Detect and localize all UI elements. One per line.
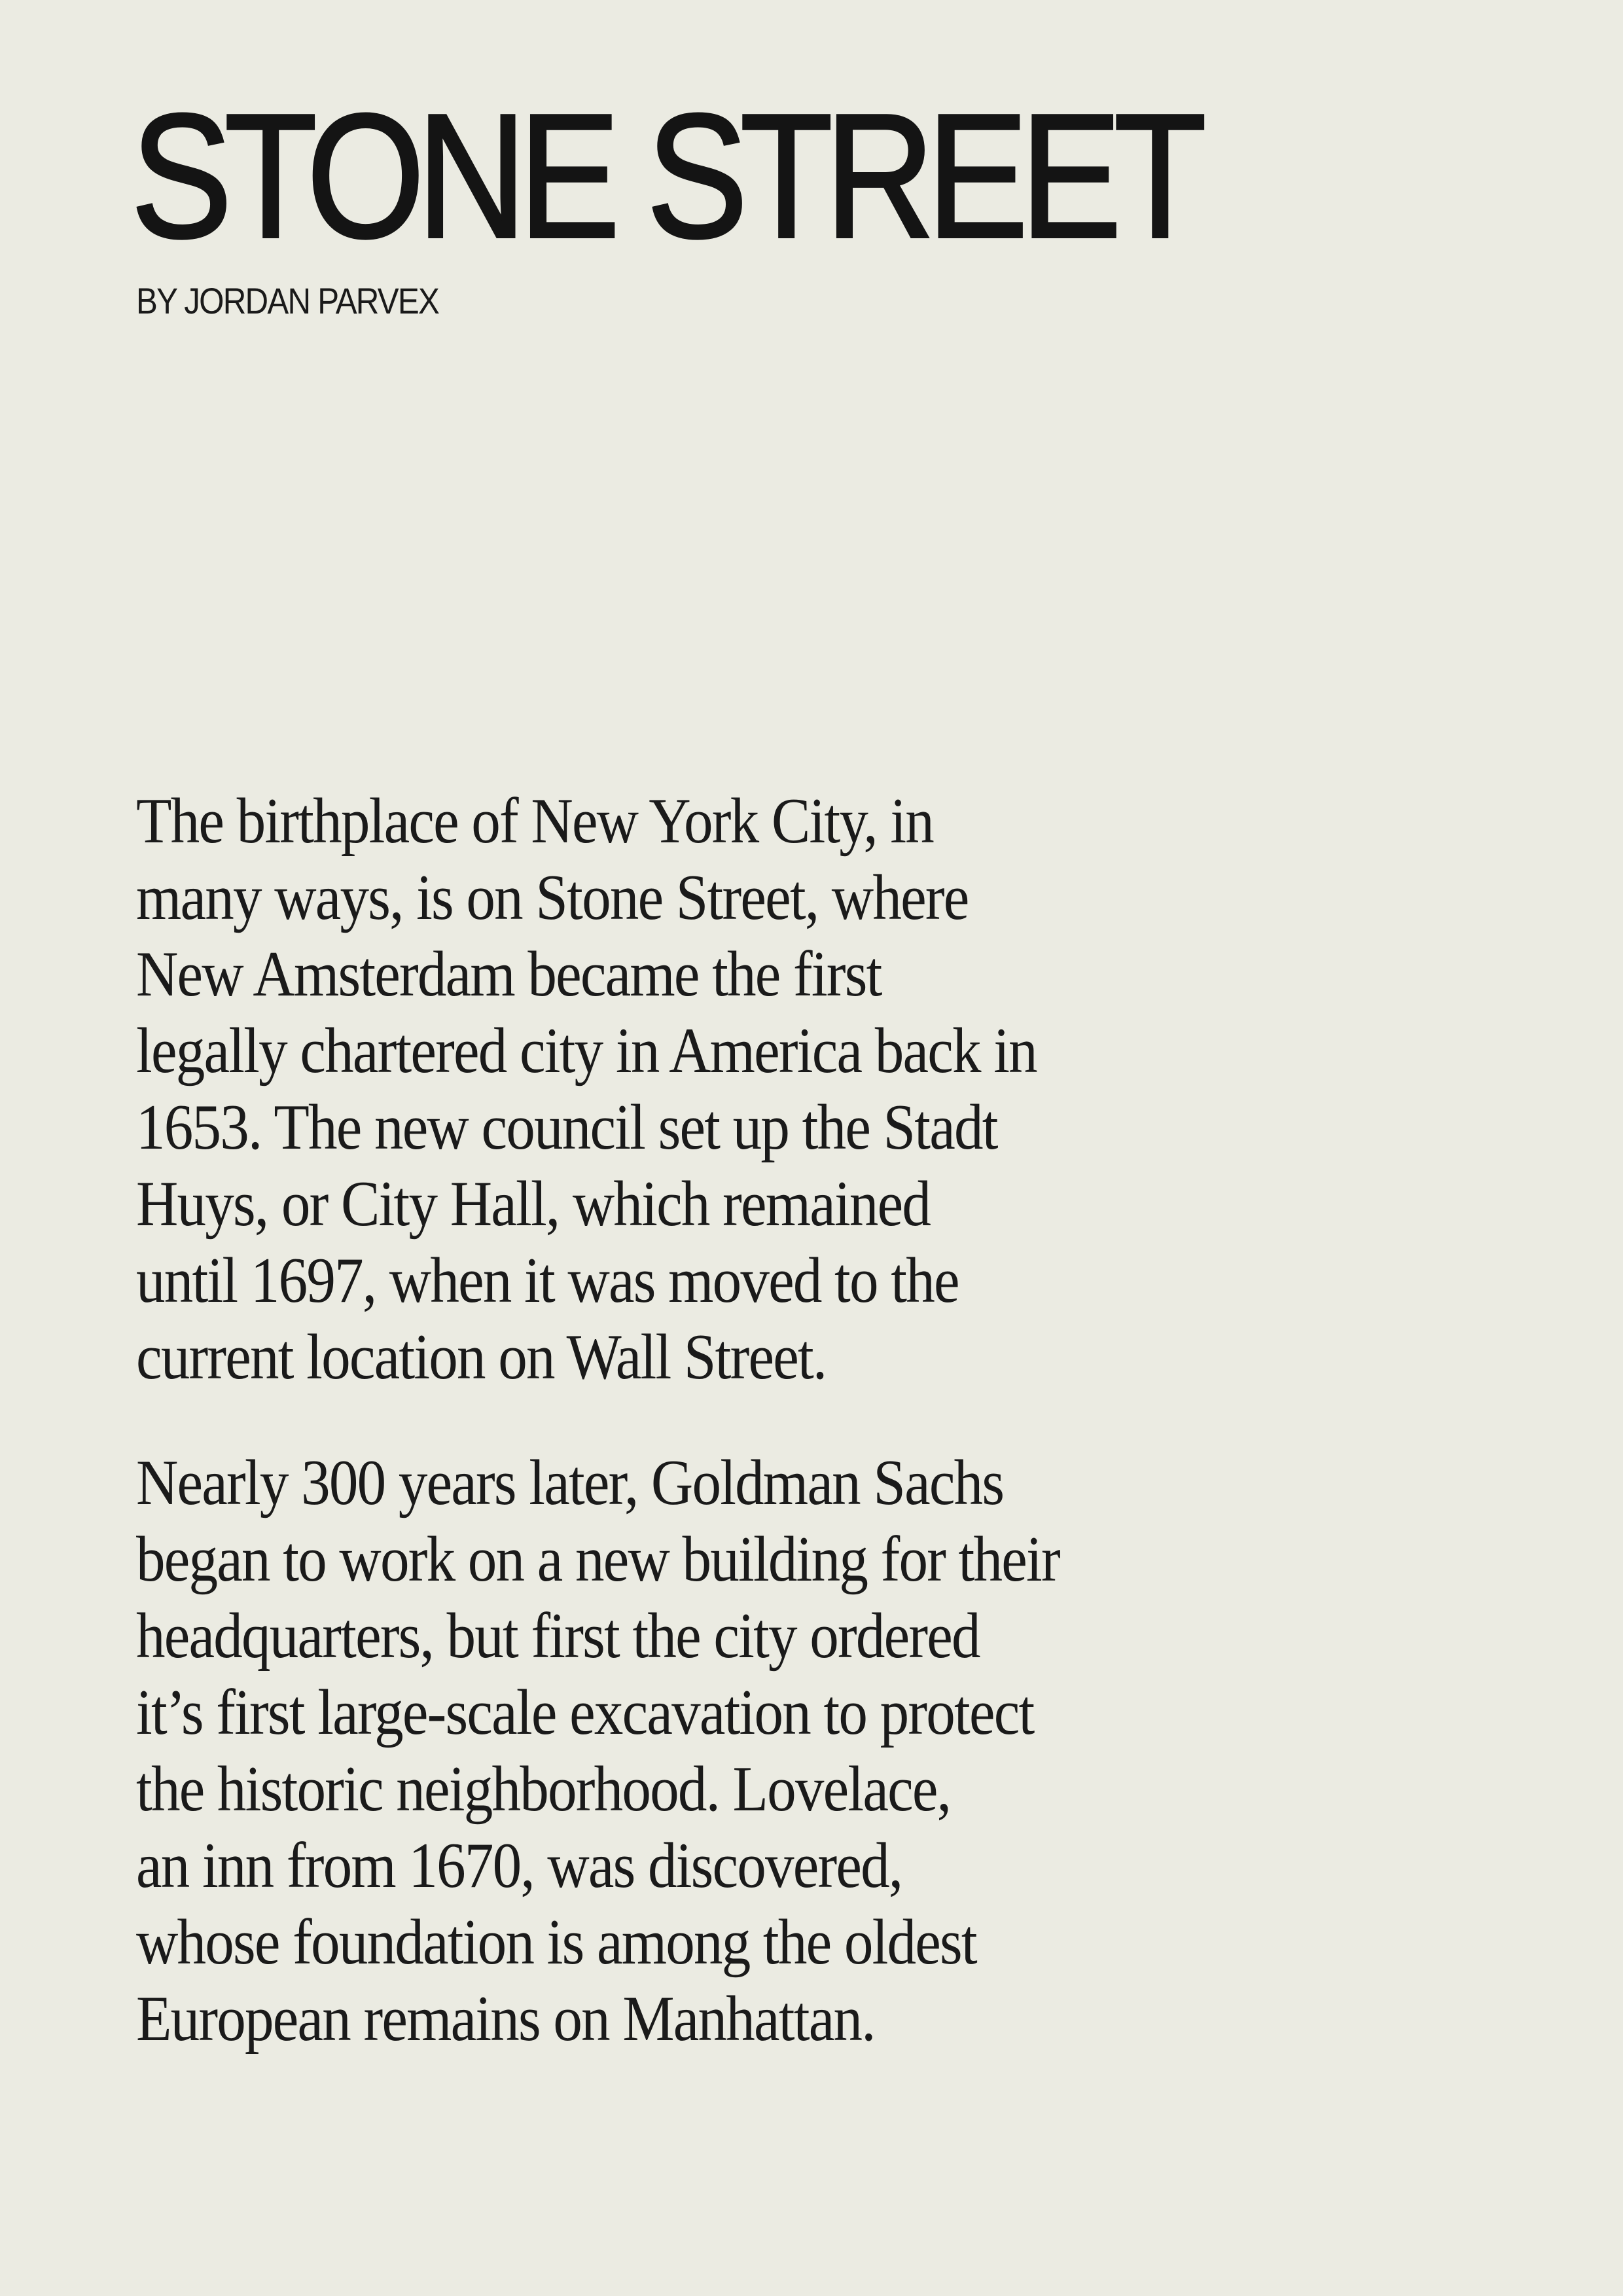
article-byline: BY JORDAN PARVEX [136, 280, 439, 321]
paragraph-line: an inn from 1670, was discovered, [136, 1830, 902, 1901]
paragraph-line: current location on Wall Street. [136, 1321, 827, 1393]
body-paragraph-2 [136, 1444, 1162, 2057]
paragraph-line: Nearly 300 years later, Goldman Sachs [136, 1447, 1004, 1518]
body-paragraph-1 [136, 783, 1137, 1395]
paragraph-line: many ways, is on Stone Street, where [136, 862, 969, 933]
paragraph-line: legally chartered city in America back in [136, 1015, 1037, 1086]
paragraph-line: Huys, or City Hall, which remained [136, 1168, 931, 1240]
paragraph-line: 1653. The new council set up the Stadt [136, 1092, 997, 1163]
paragraph-line: the historic neighborhood. Lovelace, [136, 1753, 951, 1825]
paragraph-line: until 1697, when it was moved to the [136, 1245, 959, 1316]
paragraph-line: whose foundation is among the oldest [136, 1907, 976, 1978]
paragraph-line: New Amsterdam became the first [136, 939, 882, 1010]
paragraph-line: The birthplace of New York City, in [136, 785, 934, 857]
article-title: STONE STREET [131, 78, 1199, 275]
paragraph-line: began to work on a new building for their [136, 1524, 1060, 1595]
paragraph-line: headquarters, but first the city ordered [136, 1600, 980, 1672]
paragraph-line: European remains on Manhattan. [136, 1983, 875, 2054]
paragraph-line: it’s first large-scale excavation to protect [136, 1677, 1034, 1748]
